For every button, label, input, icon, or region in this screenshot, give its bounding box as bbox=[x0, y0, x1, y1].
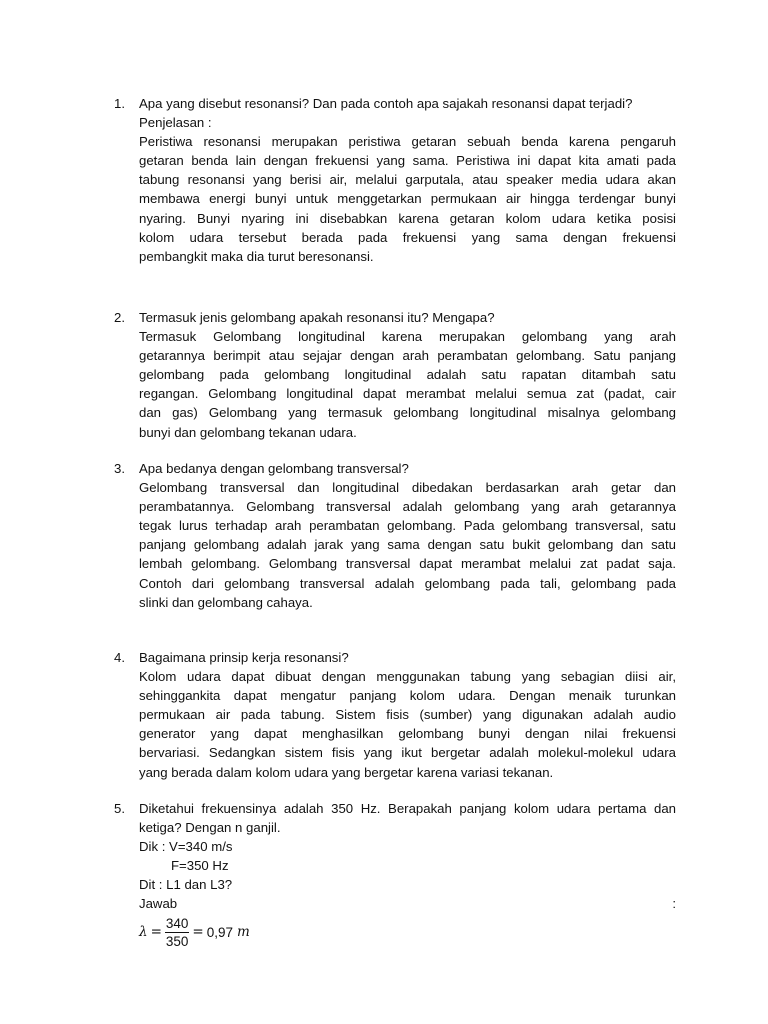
item-number: 3. bbox=[114, 461, 125, 476]
answer-line: pembangkit maka dia turut beresonansi. bbox=[139, 248, 374, 264]
answer-line: bervariasi. Sedangkan sistem fisis yang ikut bergetar adalah molekul-molekul udara bbox=[139, 745, 676, 761]
answer-line: Kolom udara dapat dibuat dengan menggunakan tabung yang sebagian diisi air, bbox=[139, 669, 676, 685]
question-item-3 bbox=[114, 459, 676, 612]
answer-label: Jawab bbox=[139, 896, 178, 912]
question-text: Apa bedanya dengan gelombang transversal? bbox=[139, 461, 409, 476]
lambda-symbol: λ bbox=[139, 923, 148, 940]
question-text: Apa yang disebut resonansi? Dan pada contoh apa sajakah resonansi dapat terjadi? bbox=[139, 96, 633, 111]
answer-line: tabung resonansi yang berisi air, melalui garputala, atau speaker media udara akan bbox=[139, 172, 676, 188]
answer-line: getaran benda lain dengan frekuensi yang sama. Peristiwa ini dapat kita amati pada bbox=[139, 153, 676, 169]
answer-line: kolom udara tersebut berada pada frekuensi yang sama dengan frekuensi bbox=[139, 229, 676, 245]
answer-line: yang berada dalam kolom udara yang bergetar karena variasi tekanan. bbox=[139, 764, 554, 780]
answer-line: regangan. Gelombang longitudinal dapat merambat melalui semua zat (padat, cair bbox=[139, 386, 676, 402]
question-text: ketiga? Dengan n ganjil. bbox=[139, 820, 281, 836]
question-item-4 bbox=[114, 648, 676, 782]
fraction-denominator: 350 bbox=[165, 933, 189, 949]
answer-line: Gelombang transversal dan longitudinal dibedakan berdasarkan arah getar dan bbox=[139, 480, 676, 496]
answer-line: permukaan air pada tabung. Sistem fisis (sumber) yang digunakan adalah audio bbox=[139, 707, 676, 723]
answer-colon: : bbox=[672, 896, 676, 912]
question-text: Termasuk jenis gelombang apakah resonansi itu? Mengapa? bbox=[139, 310, 495, 325]
given-velocity: Dik : V=340 m/s bbox=[139, 839, 233, 855]
equals-sign: = bbox=[192, 923, 204, 940]
question-text: Diketahui frekuensinya adalah 350 Hz. Berapakah panjang kolom udara pertama dan bbox=[139, 801, 676, 816]
explanation-label: Penjelasan : bbox=[139, 115, 212, 131]
item-number: 5. bbox=[114, 801, 125, 816]
equals-sign: = bbox=[150, 923, 162, 940]
formula-result: 0,97 bbox=[206, 924, 233, 940]
asked-values: Dit : L1 dan L3? bbox=[139, 877, 233, 893]
answer-line: nyaring. Bunyi nyaring ini disebabkan karena getaran kolom udara ketika posisi bbox=[139, 210, 676, 226]
answer-line: tegak lurus terhadap arah perambatan gelombang. Pada gelombang transversal, satu bbox=[139, 518, 676, 534]
answer-line: Contoh dari gelombang transversal adalah gelombang pada tali, gelombang pada bbox=[139, 575, 676, 591]
question-item-5 bbox=[114, 799, 676, 950]
fraction-numerator: 340 bbox=[165, 915, 189, 931]
answer-line: panjang gelombang adalah jarak yang sama dengan satu bukit gelombang dan satu bbox=[139, 537, 676, 553]
answer-line: Termasuk Gelombang longitudinal karena merupakan gelombang yang arah bbox=[139, 329, 676, 345]
formula-unit: m bbox=[237, 923, 250, 940]
wavelength-formula bbox=[139, 915, 676, 950]
answer-line: gelombang pada gelombang longitudinal adalah satu rapatan ditambah satu bbox=[139, 367, 676, 383]
answer-line: perambatannya. Gelombang transversal adalah gelombang yang arah getarannya bbox=[139, 499, 676, 515]
question-item-1 bbox=[114, 94, 676, 266]
answer-line: getarannya berimpit atau sejajar dengan arah perambatan gelombang. Satu panjang bbox=[139, 348, 676, 364]
item-number: 2. bbox=[114, 310, 125, 325]
answer-line: generator yang dapat menghasilkan gelombang bunyi dengan nilai frekuensi bbox=[139, 726, 676, 742]
answer-line: slinki dan gelombang cahaya. bbox=[139, 594, 313, 610]
answer-line: membawa energi bunyi untuk menggetarkan permukaan air hingga terdengar bunyi bbox=[139, 191, 676, 207]
question-text: Bagaimana prinsip kerja resonansi? bbox=[139, 650, 349, 665]
answer-line: bunyi dan gelombang tekanan udara. bbox=[139, 424, 357, 440]
item-number: 4. bbox=[114, 650, 125, 665]
item-number: 1. bbox=[114, 96, 125, 111]
answer-line: Peristiwa resonansi merupakan peristiwa getaran sebuah benda karena pengaruh bbox=[139, 134, 676, 150]
question-item-2 bbox=[114, 308, 676, 442]
answer-line: dan gas) Gelombang yang termasuk gelombang longitudinal misalnya gelombang bbox=[139, 405, 676, 421]
answer-line: lembah gelombang. Gelombang transversal dapat merambat melalui zat padat saja. bbox=[139, 556, 676, 572]
given-frequency: F=350 Hz bbox=[171, 858, 229, 874]
fraction bbox=[165, 915, 190, 950]
answer-label-row bbox=[139, 894, 676, 913]
answer-line: sehinggankita dapat mengatur panjang kolom udara. Dengan menaik turunkan bbox=[139, 688, 676, 704]
